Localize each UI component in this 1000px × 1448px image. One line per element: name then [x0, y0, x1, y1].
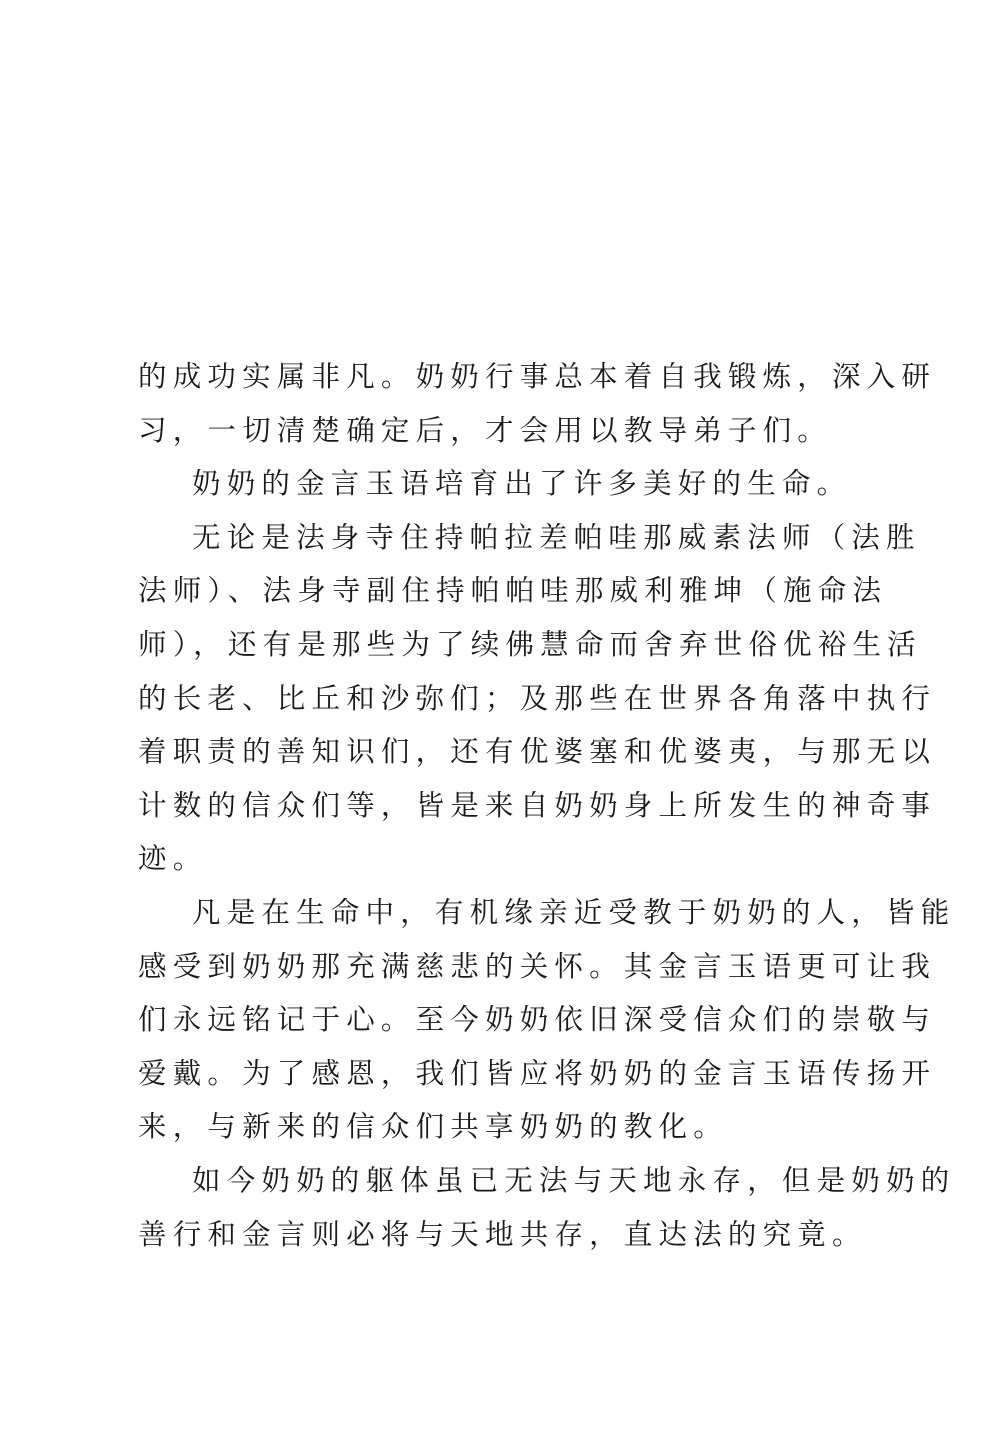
text-line: 爱戴。为了感恩，我们皆应将奶奶的金言玉语传扬开: [138, 1056, 937, 1090]
text-line: 善行和金言则必将与天地共存，直达法的究竟。: [138, 1217, 867, 1251]
paragraph-5: [138, 1154, 956, 1261]
text-line: 计数的信众们等，皆是来自奶奶身上所发生的神奇事: [138, 788, 937, 822]
text-line: 的成功实属非凡。奶奶行事总本着自我锻炼，深入研: [138, 360, 937, 393]
paragraph-1: [138, 350, 937, 457]
body-text: [138, 350, 956, 1261]
text-line: 感受到奶奶那充满慈悲的关怀。其金言玉语更可让我: [138, 949, 937, 983]
text-line: 如今奶奶的躯体虽已无法与天地永存，但是奶奶的: [192, 1163, 956, 1197]
paragraph-2: [138, 457, 860, 511]
text-line: 无论是法身寺住持帕拉差帕哇那威素法师（法胜: [192, 520, 921, 554]
text-line: 们永远铭记于心。至今奶奶依旧深受信众们的崇敬与: [138, 1003, 937, 1037]
text-line: 师），还有是那些为了续佛慧命而舍弃世俗优裕生活: [138, 627, 922, 661]
text-line: 法师）、法身寺副住持帕帕哇那威利雅坤（施命法: [138, 574, 888, 608]
text-line: 奶奶的金言玉语培育出了许多美好的生命。: [192, 467, 852, 501]
text-line: 凡是在生命中，有机缘亲近受教于奶奶的人，皆能: [192, 895, 956, 929]
paragraph-4: [138, 886, 956, 1154]
text-line: 习，一切清楚确定后，才会用以教导弟子们。: [138, 413, 833, 447]
text-line: 着职责的善知识们，还有优婆塞和优婆夷，与那无以: [138, 735, 937, 769]
text-line: 迹。: [138, 842, 208, 876]
paragraph-3: [138, 511, 937, 886]
text-line: 来，与新来的信众们共享奶奶的教化。: [138, 1110, 728, 1144]
text-line: 的长老、比丘和沙弥们；及那些在世界各角落中执行: [138, 681, 937, 715]
